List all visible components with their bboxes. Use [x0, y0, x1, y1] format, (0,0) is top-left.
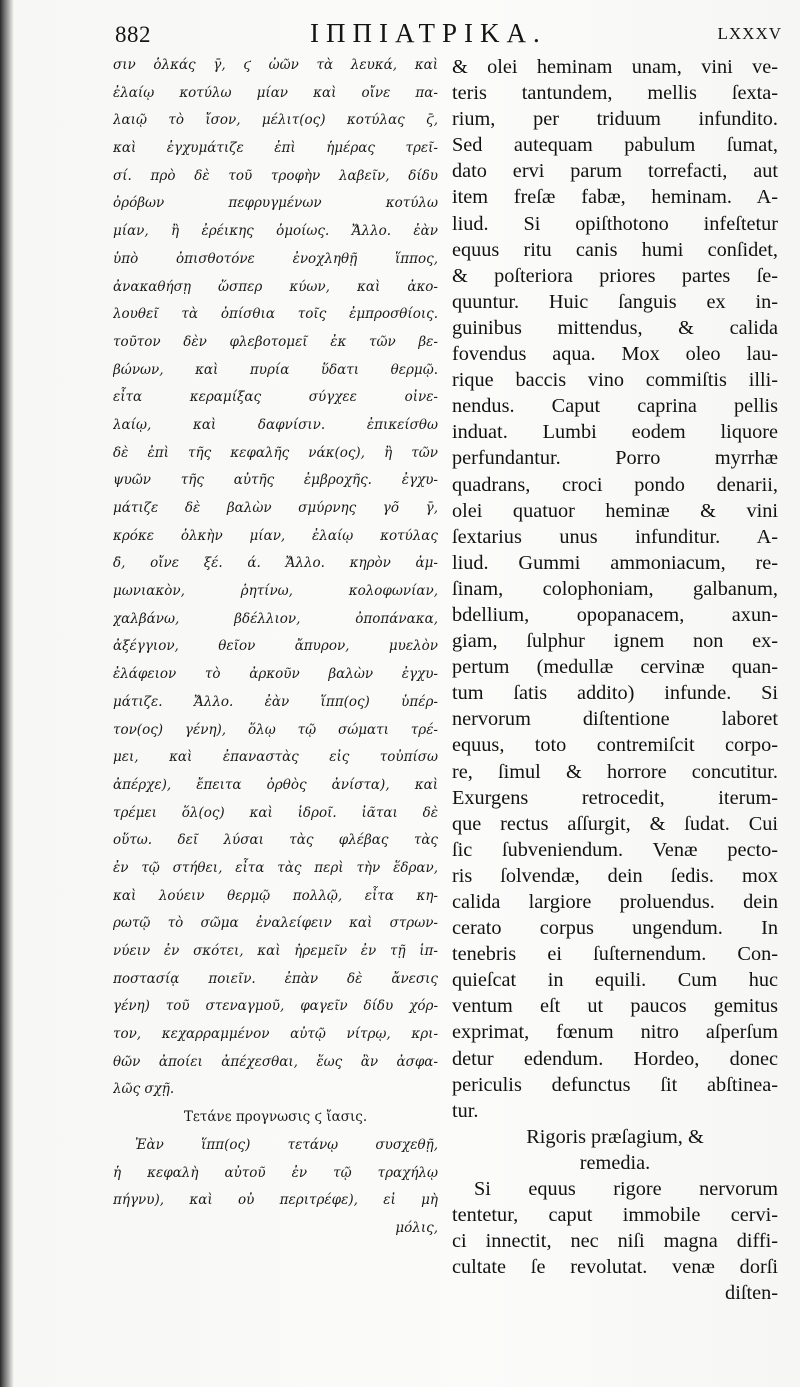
text-line: detur edendum. Hordeo, donec	[452, 1047, 778, 1070]
text-line: μει, καὶ ἐπαναστὰς εἰς τοὐπίσω	[113, 749, 438, 766]
text-line: guinibus mittendus, & calida	[452, 316, 778, 339]
text-line: ἐλαίῳ κοτύλω μίαν καὶ οἴνε πα-	[113, 84, 438, 101]
running-title: ΙΠΠΙΑΤΡΙΚΑ.	[310, 18, 547, 48]
text-line: Exurgens retrocedit, iterum-	[452, 786, 778, 809]
latin-column	[452, 54, 778, 1307]
text-line: γένη) τοῦ στεναγμοῦ, φαγεῖν δίδυ χόρ-	[113, 998, 438, 1015]
text-line: equus ritu canis humi conſidet,	[452, 238, 778, 261]
text-line: exprimat, fœnum nitro aſperſum	[452, 1021, 778, 1044]
text-line: olei quatuor heminæ & vini	[452, 499, 778, 522]
text-line: ἐν τῷ στήθει, εἶτα τὰς περὶ τὴν ἕδραν,	[113, 859, 438, 876]
text-line: periculis defunctus ſit abſtinea-	[452, 1073, 778, 1096]
text-line: τοῦτον δὲν φλεβοτομεῖ ἐκ τῶν βε-	[113, 333, 438, 350]
text-line: rium, per triduum infundito.	[452, 108, 778, 131]
text-line: ἐλάφειον τὸ ἀρκοῦν βαλὼν ἐγχυ-	[113, 666, 438, 683]
text-line: μόλις,	[395, 1219, 438, 1236]
text-line: pertum (medullæ cervinæ quan-	[452, 656, 778, 679]
text-line: ἀνακαθήσῃ ὥσπερ κύων, καὶ ἀκο-	[113, 278, 438, 295]
text-line: Ἐὰν ἵππ(ος) τετάνῳ συσχεθῇ,	[135, 1136, 438, 1153]
text-line: πήγνυ), καὶ οὐ περιτρέφε), εἰ μὴ	[113, 1192, 438, 1209]
text-line: liud. Si opiſthotono infeſtetur	[452, 212, 778, 235]
text-line: ὑπὸ ὀπισθοτόνε ἐνοχληθῇ ἵππος,	[113, 250, 438, 267]
text-line: δ̄, οἴνε ξέ. ά. Ἄλλο. κηρὸν ἀμ-	[113, 555, 438, 572]
text-line: σιν ὁλκάς γ̄, ϛ ὠῶν τὰ λευκά, καὶ	[113, 57, 438, 73]
text-line: quieſcat in equili. Cum huc	[452, 969, 778, 992]
text-line: μωνιακὸν, ῥητίνω, κολοφωνίαν,	[113, 583, 438, 600]
text-line: quadrans, croci pondo denarii,	[452, 473, 778, 496]
text-line: cultate ſe revolutat. venæ dorſi	[452, 1256, 778, 1279]
text-line: εἶτα κεραμίξας σύγχεε οἰνε-	[113, 389, 438, 406]
text-line: nendus. Caput caprina pellis	[452, 395, 778, 418]
text-line: καὶ ἐγχυμάτιζε ἐπὶ ἡμέρας τρεῖ-	[113, 140, 438, 157]
text-line: δὲ ἐπὶ τῆς κεφαλῆς νάκ(ος), ἢ τῶν	[113, 444, 438, 461]
text-line: tum ſatis addito) infunde. Si	[452, 682, 778, 705]
text-line: σί. πρὸ δὲ τοῦ τροφὴν λαβεῖν, δίδυ	[113, 167, 438, 184]
text-line: ventum eſt ut paucos gemitus	[452, 995, 778, 1018]
text-line: ἀξέγγιον, θεῖον ἄπυρον, μυελὸν	[113, 638, 438, 655]
text-line: ἀπέρχε), ἔπειτα ὀρθὸς ἀνίστα), καὶ	[113, 776, 438, 793]
text-line: λῶς σχῇ.	[113, 1081, 175, 1098]
text-line: perfundantur. Porro myrrhæ	[452, 447, 778, 470]
text-line: equus, toto contremiſcit corpo-	[452, 734, 778, 757]
text-line: ρωτῷ τὸ σῶμα ἐναλείφειν καὶ στρων-	[113, 915, 438, 932]
text-line: & olei heminam unam, vini ve-	[452, 56, 778, 78]
chapter-number: LXXXV	[717, 24, 782, 43]
text-line: οὕτω. δεῖ λύσαι τὰς φλέβας τὰς	[113, 832, 438, 849]
text-line: μίαν, ἢ ἐρέικης ὁμοίως. Ἄλλο. ἐὰν	[113, 223, 438, 240]
text-line: θῶν ἀποίει ἀπέχεσθαι, ἕως ἂν ἀσφα-	[113, 1053, 438, 1070]
text-line: ſic ſubveniendum. Venæ pecto-	[452, 838, 778, 861]
text-line: que rectus aſſurgit, & ſudat. Cui	[452, 812, 778, 835]
section-heading-continued: remedia.	[579, 1151, 651, 1174]
text-line: item freſæ fabæ, heminam. A-	[452, 186, 778, 209]
text-line: rique baccis vino commiſtis illi-	[452, 369, 778, 392]
text-line: teris tantundem, mellis ſexta-	[452, 82, 778, 105]
text-line: cerato corpus ungendum. In	[452, 917, 778, 940]
text-line: μάτιζε. Ἄλλο. ἐὰν ἵππ(ος) ὑπέρ-	[113, 693, 438, 710]
text-line: tenebris ei ſuſternendum. Con-	[452, 943, 778, 966]
text-line: Sed autequam pabulum ſumat,	[452, 134, 778, 157]
page-header	[115, 18, 790, 52]
text-line: nervorum diſtentione laboret	[452, 708, 778, 731]
text-line: induat. Lumbi eodem liquore	[452, 421, 778, 444]
text-line: χαλβάνω, βδέλλιον, ὀποπάνακα,	[113, 610, 438, 627]
greek-column	[113, 52, 438, 1243]
section-heading: Τετάνε προγνωσις ϛ ἴασις.	[183, 1109, 368, 1126]
text-line: ποστασίᾳ ποιεῖν. ἐπὰν δὲ ἄνεσις	[113, 970, 438, 987]
text-line: ſinam, colophoniam, galbanum,	[452, 577, 778, 600]
text-line: & poſteriora priores partes ſe-	[452, 264, 778, 287]
text-line: τον(ος) γένη), ὅλῳ τῷ σώματι τρέ-	[113, 721, 438, 738]
text-line: Si equus rigore nervorum	[474, 1178, 778, 1201]
text-line: βώνων, καὶ πυρία ὕδατι θερμῷ.	[113, 361, 438, 378]
text-line: bdellium, opopanacem, axun-	[452, 603, 778, 626]
text-line: ſextarius unus infunditur. A-	[452, 525, 778, 548]
page-number: 882	[115, 22, 151, 47]
text-line: νύειν ἐν σκότει, καὶ ἠρεμεῖν ἐν τῇ ἱπ-	[113, 943, 438, 959]
text-line: ci innectit, nec niſi magna diffi-	[452, 1230, 778, 1253]
text-line: ὀρόβων πεφρυγμένων κοτύλω	[113, 195, 438, 212]
text-line: calida largiore proluendus. dein	[452, 891, 778, 913]
text-line: μάτιζε δὲ βαλὼν σμύρνης γο̃ γ̄,	[113, 500, 438, 516]
text-line: liud. Gummi ammoniacum, re-	[452, 551, 778, 574]
text-line: dato ervi parum torrefacti, aut	[452, 160, 778, 183]
text-line: tentetur, caput immobile cervi-	[452, 1204, 778, 1227]
text-line: ψυῶν τῆς αὐτῆς ἐμβροχῆς. ἐγχυ-	[113, 472, 438, 489]
text-line: κρόκε ὁλκὴν μίαν, ἐλαίῳ κοτύλας	[113, 527, 438, 544]
text-line: ἡ κεφαλὴ αὐτοῦ ἐν τῷ τραχήλῳ	[113, 1164, 438, 1181]
text-line: quuntur. Huic ſanguis ex in-	[452, 290, 778, 313]
text-line: fovendus aqua. Mox oleo lau-	[452, 343, 778, 366]
text-line: diſten-	[725, 1282, 778, 1305]
text-line: καὶ λούειν θερμῷ πολλῷ, εἶτα κη-	[113, 887, 438, 904]
text-line: λαιῷ τὸ ἴσον, μέλιτ(ος) κοτύλας ϛ̄,	[113, 112, 438, 129]
text-line: λουθεῖ τὰ ὀπίσθια τοῖς ἐμπροσθίοις.	[113, 306, 438, 323]
text-line: re, ſimul & horrore concutitur.	[452, 760, 778, 783]
text-line: τρέμει ὅλ(ος) καὶ ἱδροῖ. ἰᾶται δὲ	[113, 804, 438, 821]
section-heading: Rigoris præſagium, &	[526, 1125, 704, 1148]
text-line: tur.	[452, 1099, 479, 1122]
text-line: λαίῳ, καὶ δαφνίσιν. ἐπικείσθω	[113, 416, 438, 433]
text-line: τον, κεχαρραμμένον αὐτῷ νίτρῳ, κρι-	[113, 1026, 438, 1043]
text-line: giam, ſulphur ignem non ex-	[452, 630, 778, 653]
text-line: ris ſolvendæ, dein ſedis. mox	[452, 864, 778, 887]
